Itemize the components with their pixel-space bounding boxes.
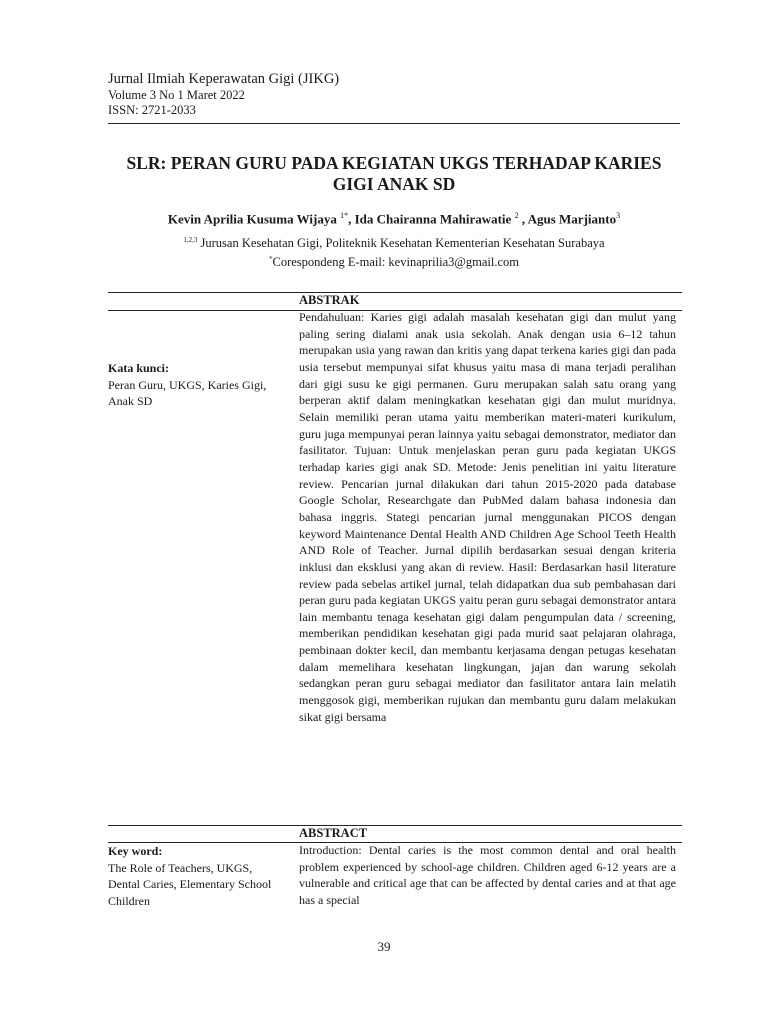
- abstract-body: Introduction: Dental caries is the most common dental and oral health problem experienced by school-age children. Children aged 6-12 years are a vulnerable and critical age that can be affected by dental caries and at that age has a special: [299, 843, 676, 907]
- page-number: 39: [377, 939, 391, 954]
- author-2: Ida Chairanna Mahirawatie: [354, 211, 512, 227]
- paper-title: SLR: PERAN GURU PADA KEGIATAN UKGS TERHADAP KARIES GIGI ANAK SD: [126, 153, 662, 194]
- header-divider: [108, 123, 680, 124]
- corresponding-email: Corespondeng E-mail: kevinaprilia3@gmail.com: [272, 255, 520, 270]
- abstract-top-rule: [108, 825, 682, 826]
- abstrak-heading: ABSTRAK: [299, 293, 360, 307]
- kata-kunci-values: Peran Guru, UKGS, Karies Gigi, Anak SD: [108, 377, 267, 408]
- affiliation-line: [108, 232, 680, 251]
- abstrak-top-rule: [108, 292, 682, 293]
- affiliation-block: [108, 232, 680, 270]
- email-sup: *: [268, 255, 273, 264]
- key-word-block: [108, 843, 278, 909]
- abstrak-body: Pendahuluan: Karies gigi adalah masalah kesehatan gigi dan mulut yang paling sering dialami anak usia sekolah. Anak dengan usia 6–12 tahun merupakan usia yang rawan dan kritis yang dapat terkena karies gigi dan pada usia tersebut mempunyai sifat khusus yaitu masa di mana terjadi peralihan dari gigi susu ke gigi permanen. Guru merupakan salah satu orang yang berperan aktif dalam meningkatkan kesehatan gigi dan mulut muridnya. Selain memiliki peran utama yaitu memberikan materi-materi kurikulum, guru juga mempunyai peran lainnya yaitu sebagai demonstrator, mediator dan fasilitator. Tujuan: Untuk menjelaskan peran guru pada kegiatan UKGS terhadap karies gigi anak SD. Metode: Jenis penelitian ini yaitu literature review. Pencarian jurnal dilakukan dari tahun 2015-2020 pada database Google Scholar, Researchgate dan PubMed dalam bahasa indonesia dan bahasa inggris. Stategi pencarian jurnal menggunakan PICOS dengan keyword Maintenance Dental Health AND Children Age School Teeth Health AND Role of Teacher. Jurnal dipilih berdasarkan sesuai dengan kriteria inklusi dan eksklusi yang akan di review. Hasil: Berdasarkan hasil literature review pada sebelas artikel jurnal, telah didapatkan dua sub pembahasan dari peran guru pada kegiatan UKGS yaitu peran guru sebagai demonstrator antara lain membantu tenaga kesehatan gigi dalam pengumpulan data / screening, memberikan pendidikan kesehatan gigi pada murid saat pelajaran olahraga, pembinaan dokter kecil, dan membantu kerjasama dengan petugas kesehatan dalam memelihara kesehatan lingkungan, jajan dan warung sekolah sedangkan peran guru sebagai mediator dan fasilitator antara lain melatih menggosok gigi, memberikan rujukan dan membantu guru dalam melakukan sikat gigi bersama: [299, 310, 676, 724]
- journal-title: Jurnal Ilmiah Keperawatan Gigi (JIKG): [108, 71, 340, 87]
- author-3-sup: 3: [616, 211, 621, 220]
- key-word-label: Key word:: [108, 844, 163, 858]
- affiliation-sup: 1,2,3: [183, 236, 198, 244]
- journal-issn: ISSN: 2721-2033: [108, 103, 196, 117]
- journal-header: [108, 70, 680, 118]
- author-1: Kevin Aprilia Kusuma Wijaya: [167, 211, 337, 227]
- kata-kunci-label: Kata kunci:: [108, 361, 170, 375]
- kata-kunci-block: [108, 360, 278, 410]
- author-2-sup: 2: [514, 211, 519, 220]
- author-list: Kevin Aprilia Kusuma Wijaya $^{1*}$, Ida Chairanna Mahirawatie $^2$ , Agus Marjianto$^3$: [167, 211, 621, 227]
- abstract-heading: ABSTRACT: [299, 826, 368, 840]
- journal-volume: Volume 3 No 1 Maret 2022: [108, 88, 245, 102]
- author-1-sup: 1*: [340, 211, 349, 220]
- email-line: [108, 251, 680, 270]
- affiliation-text: Jurusan Kesehatan Gigi, Politeknik Kesehatan Kementerian Kesehatan Surabaya: [200, 236, 605, 251]
- key-word-values: The Role of Teachers, UKGS, Dental Caries, Elementary School Children: [108, 860, 272, 908]
- author-3: Agus Marjianto: [527, 211, 617, 227]
